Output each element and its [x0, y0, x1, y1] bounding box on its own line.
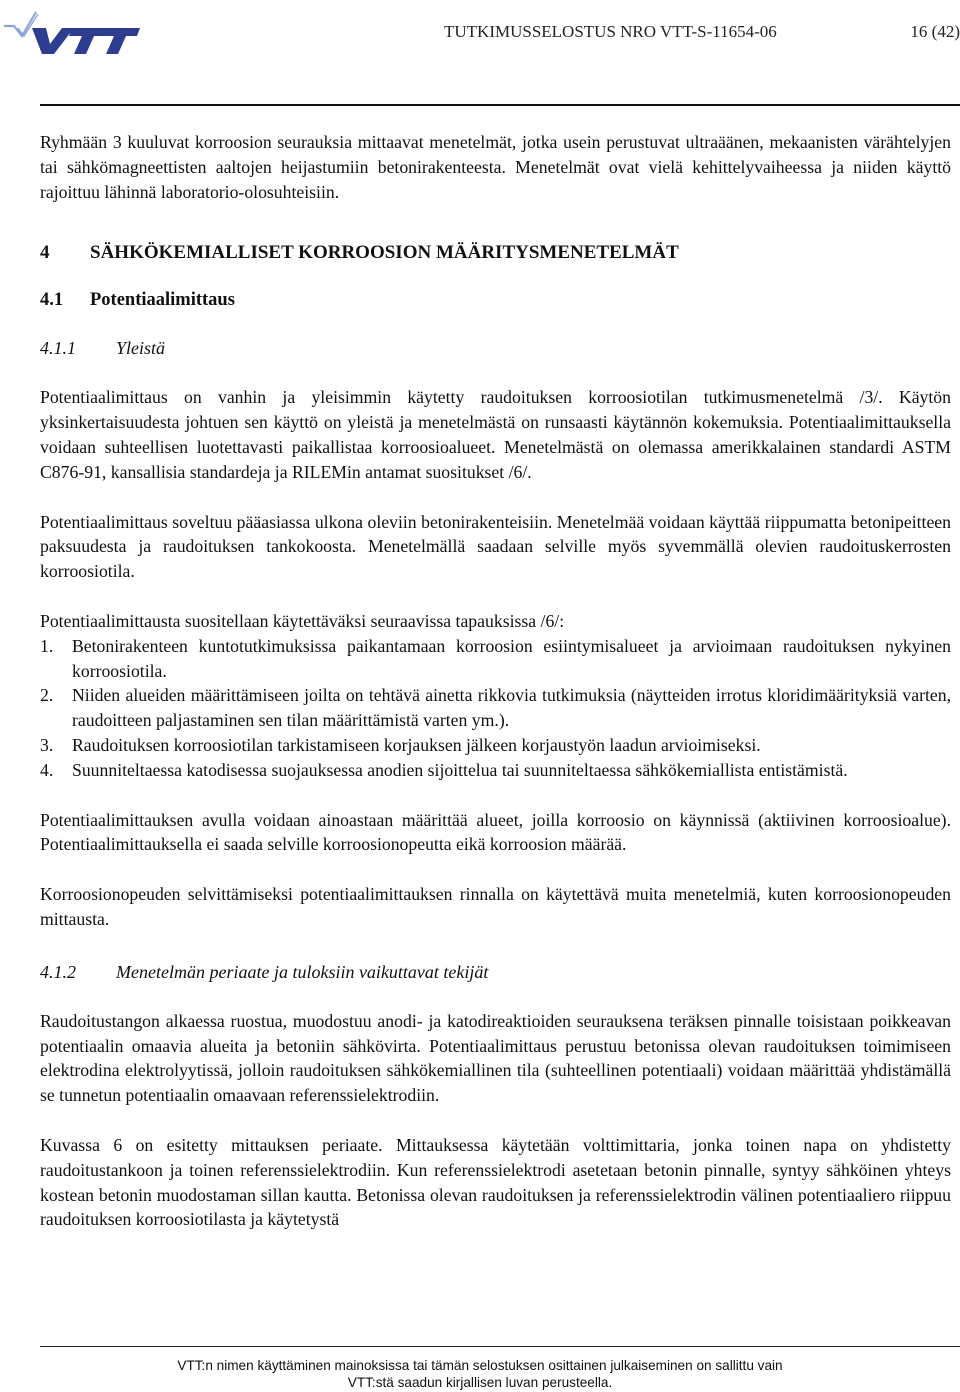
- subsection-heading: [40, 288, 951, 312]
- list-item-number: 1.: [40, 635, 54, 656]
- header-divider: [40, 104, 960, 106]
- subsubsection-heading-1: [40, 336, 951, 360]
- list-item-number: 4.: [40, 759, 54, 780]
- list-item-number: 3.: [40, 734, 54, 755]
- vtt-logo-icon: [2, 4, 142, 60]
- subsubsection-title: Yleistä: [116, 338, 166, 359]
- subsubsection-title: Menetelmän periaate ja tuloksiin vaikuttavat tekijät: [116, 961, 489, 982]
- footer-divider: [40, 1346, 960, 1347]
- paragraph: Potentiaalimittauksen avulla voidaan ainoastaan määrittää alueet, joilla korroosio on käynnissä (aktiivinen korroosioalue). Potentiaalimittauksella ei saada selville korroosionopeutta eikä korroosion määrää.: [40, 809, 951, 855]
- paragraph: Korroosionopeuden selvittämiseksi potentiaalimittauksen rinnalla on käytettävä muita menetelmiä, kuten korroosionopeuden mittausta.: [40, 884, 951, 929]
- footer-line-1: VTT:n nimen käyttäminen mainoksissa tai tämän selostuksen osittainen julkaiseminen on sallittu vain: [177, 1358, 783, 1373]
- list-intro: Potentiaalimittausta suositellaan käytettäväksi seuraavissa tapauksissa /6/:: [40, 610, 565, 631]
- footer-line-2: VTT:stä saadun kirjallisen luvan perusteella.: [347, 1375, 613, 1390]
- list-item-text: Suunniteltaessa katodisessa suojauksessa anodien sijoittelua tai suunniteltaessa sähkökemiallista entistämistä.: [72, 759, 848, 780]
- subsubsection-heading-2: [40, 960, 951, 984]
- list-item-number: 2.: [40, 685, 54, 706]
- document-body: [40, 130, 951, 1232]
- page-number: 16 (42): [910, 22, 960, 41]
- section-number: 4: [40, 242, 50, 264]
- list-item-text: Betonirakenteen kuntotutkimuksissa paikantamaan korroosion esiintymisalueet ja arvioimaan raudoituksen nykyinen korroosiotila.: [72, 635, 951, 681]
- paragraph: Potentiaalimittaus on vanhin ja yleisimmin käytetty raudoituksen korroosiotilan tutkimusmenetelmä /3/. Käytön yksinkertaisuudesta johtuen sen käyttö on yleistä ja menetelmästä on runsaasti käytännön kokemuksia. Potentiaalimittauksella voidaan suhteellisen luotettavasti paikallistaa korroosioalueet. Menetelmästä on olemassa amerikkalainen standardi ASTM C876-91, kansallisia standardeja ja RILEMin antamat suositukset /6/.: [40, 387, 951, 482]
- intro-paragraph: Ryhmään 3 kuuluvat korroosion seurauksia mittaavat menetelmät, jotka usein perustuvat ultraäänen, mekaanisten värähtelyjen tai sähkömagneettisten aaltojen heijastumiin betonirakenteesta. Menetelmät ovat vielä kehittelyvaiheessa ja niiden käyttö rajoittuu lähinnä laboratorio-olosuhteisiin.: [40, 132, 951, 202]
- paragraph: Raudoitustangon alkaessa ruostua, muodostuu anodi- ja katodireaktioiden seurauksena teräksen pinnalle toisistaan poikkeavan potentiaalin omaavia alueita ja betoniin sähkövirta. Potentiaalimittaus perustuu betonissa olevan raudoituksen toimimiseen elektrodina elektrolyytissä, jolloin raudoituksen sähkökemiallinen tila (suhteellinen potentiaali) voidaan määrittää yhdistämällä se tunnetun potentiaalin omaavaan referenssielektrodiin.: [40, 1010, 951, 1106]
- section-heading: [40, 241, 951, 265]
- subsection-title: Potentiaalimittaus: [90, 290, 235, 311]
- list-item: [40, 758, 951, 783]
- list-item: [40, 683, 951, 733]
- list-item: [40, 733, 951, 758]
- list-item: [40, 634, 951, 684]
- section-title: SÄHKÖKEMIALLISET KORROOSION MÄÄRITYSMENETELMÄT: [90, 242, 679, 264]
- list-item-text: Raudoituksen korroosiotilan tarkistamiseen korjauksen jälkeen korjaustyön laadun arvioimiseksi.: [72, 734, 761, 755]
- subsection-number: 4.1: [40, 290, 64, 311]
- subsubsection-number: 4.1.1: [40, 338, 76, 359]
- subsubsection-number: 4.1.2: [40, 961, 76, 982]
- footer-notice: [0, 1357, 960, 1391]
- paragraph: Kuvassa 6 on esitetty mittauksen periaate. Mittauksessa käytetään volttimittaria, jonka toinen napa on yhdistetty raudoitustankoon ja toinen referenssielektrodiin. Kun referenssielektrodi asetetaan betonin pinnalle, syntyy sähköinen yhteys kostean betonin muodostaman sillan kautta. Betonissa olevan raudoituksen ja referenssielektrodin välinen potentiaaliero riippuu raudoituksen korroosiotilasta ja käytetystä: [40, 1134, 951, 1230]
- recommendation-list: [40, 634, 951, 783]
- report-number: TUTKIMUSSELOSTUS NRO VTT-S-11654-06: [444, 22, 777, 41]
- list-item-text: Niiden alueiden määrittämiseen joilta on tehtävä ainetta rikkovia tutkimuksia (näytteiden irrotus kloridimäärityksiä varten, raudoitteen paljastaminen sen tilan määrittämistä varten ym.).: [72, 685, 951, 731]
- paragraph: Potentiaalimittaus soveltuu pääasiassa ulkona oleviin betonirakenteisiin. Menetelmää voidaan käyttää riippumatta betonipeitteen paksuudesta ja raudoituksen tankokoosta. Menetelmällä saadaan selville myös syvemmällä olevien raudoituskerrosten korroosiotila.: [40, 511, 951, 582]
